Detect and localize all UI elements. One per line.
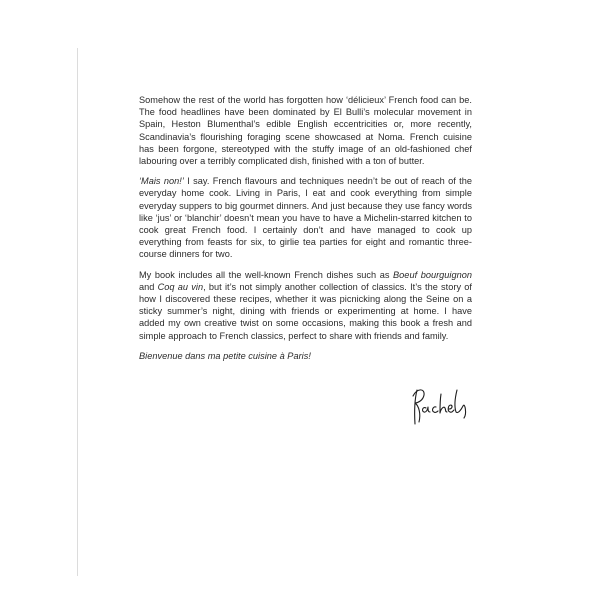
dish-coq-au-vin: Coq au vin <box>157 281 204 292</box>
signature-drawing <box>407 384 471 428</box>
paragraph-3-text-c: , but it’s not simply another collection of classics. It’s the story of how I discovered these recipes, whether it was picnicking along the Seine on a sticky summer’s night, dining with friends or experimenting at home. I have added my own creative twist on some occasions, making this book a fresh and simple approach to French classics, perfect to share with friends and family. <box>139 281 473 341</box>
paragraph-1-text: Somehow the rest of the world has forgotten how ‘délicieux’ French food can be. The food headlines have been dominated by El Bulli’s molecular movement in Spain, Heston Blumenthal’s edible English eccentricities or, more recently, Scandinavia’s flourishing foraging scene showcased at Noma. French cuisine has been forgone, stereotyped with the stuffy image of an old-fashioned chef labouring over a terribly complicated dish, finished with a ton of butter. <box>139 95 472 167</box>
paragraph-3 <box>139 269 472 342</box>
dish-boeuf-bourguignon: Boeuf bourguignon <box>393 269 472 280</box>
page-gutter-line <box>77 48 78 576</box>
closing-line: Bienvenue dans ma petite cuisine à Paris! <box>139 350 311 361</box>
paragraph-4 <box>139 350 472 362</box>
paragraph-3-text-b: and <box>139 281 158 292</box>
paragraph-1 <box>139 94 472 167</box>
paragraph-2-text: I say. French flavours and techniques needn’t be out of reach of the everyday home cook. Living in Paris, I eat and cook everything from simple everyday suppers to big gourmet dinners. And just because they use fancy words like ‘jus’ or ‘blanchir’ doesn’t mean you have to have a Michelin-starred kitchen to cook great French food. I certainly don’t and have managed to cook up everything from feasts for six, to girlie tea parties for eight and romantic three-course dinners for two. <box>139 176 473 260</box>
paragraph-3-text-a: My book includes all the well-known French dishes such as <box>139 269 394 280</box>
paragraph-2 <box>139 175 472 260</box>
paragraph-2-italic: ‘Mais non!’ <box>139 176 184 187</box>
handwritten-signature <box>407 384 471 428</box>
body-text <box>139 94 472 370</box>
